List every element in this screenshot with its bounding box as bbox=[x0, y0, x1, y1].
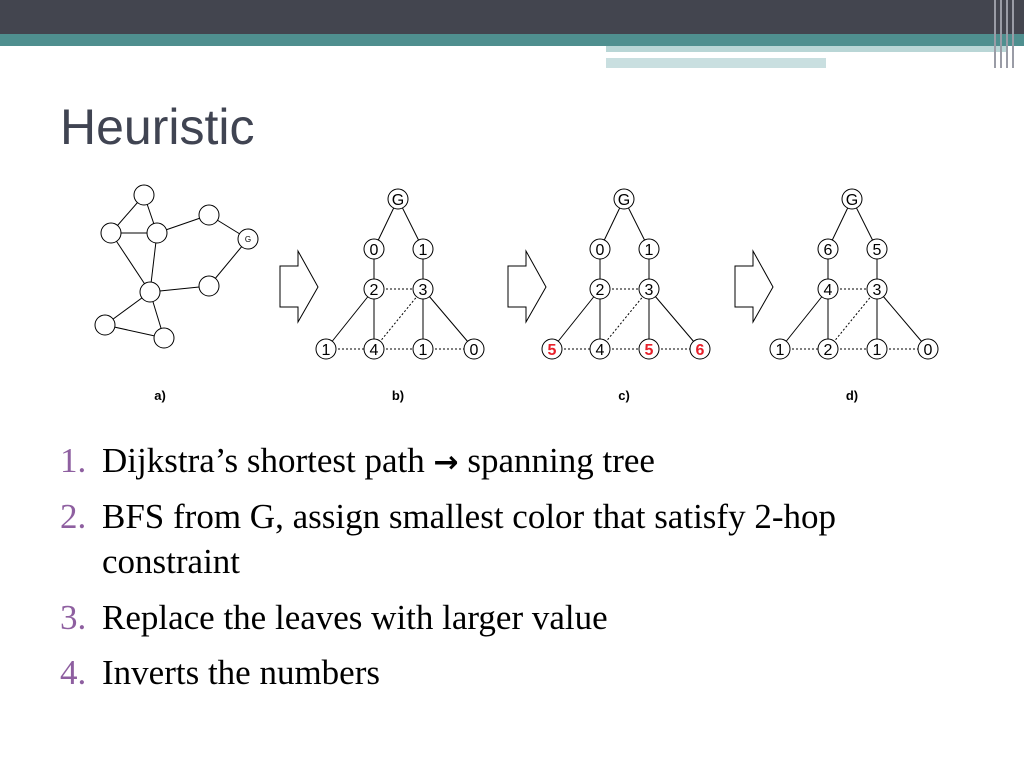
step-number: 3. bbox=[60, 597, 87, 637]
panel-label: d) bbox=[845, 388, 859, 403]
graph-g-label: G bbox=[244, 235, 252, 244]
tree-node-label: 3 bbox=[872, 282, 882, 299]
tree-leaf-label: 1 bbox=[872, 342, 882, 359]
edge-strip bbox=[1006, 0, 1008, 68]
step-number: 1. bbox=[60, 441, 87, 480]
tree-leaf-label: 2 bbox=[823, 342, 833, 359]
graph-node bbox=[199, 205, 219, 225]
tree-edge bbox=[326, 289, 374, 349]
tree-leaf-label: 4 bbox=[595, 342, 605, 359]
top-bar bbox=[0, 0, 1024, 34]
step-item bbox=[60, 595, 960, 641]
tree-panel bbox=[316, 189, 484, 403]
tree-leaf-label: 0 bbox=[469, 342, 479, 359]
step-text-after: spanning tree bbox=[458, 441, 655, 480]
edge-strip bbox=[1000, 0, 1002, 68]
tree-node-label: 2 bbox=[595, 282, 605, 299]
step-number: 2. bbox=[60, 496, 87, 536]
step-text: Replace the leaves with larger value bbox=[102, 597, 608, 637]
tree-edge bbox=[877, 289, 928, 349]
tree-node-label: 5 bbox=[872, 242, 882, 259]
graph-node bbox=[154, 328, 174, 348]
graph-nodes bbox=[95, 185, 258, 348]
light-band-lower bbox=[606, 58, 826, 68]
step-item bbox=[60, 650, 960, 696]
tree-root-label: G bbox=[845, 192, 859, 209]
trees-container bbox=[316, 189, 938, 403]
tree-node-label: 4 bbox=[823, 282, 833, 299]
edge-strip bbox=[994, 0, 996, 68]
tree-leaf-label: 4 bbox=[369, 342, 379, 359]
tree-leaf-label: 1 bbox=[775, 342, 785, 359]
tree-leaf-label: 5 bbox=[547, 342, 557, 359]
graph-node bbox=[199, 276, 219, 296]
right-block-arrow-icon bbox=[280, 251, 318, 322]
tree-edge bbox=[649, 289, 700, 349]
graph-node bbox=[101, 223, 121, 243]
right-block-arrow-icon bbox=[508, 251, 546, 322]
panel-a-graph bbox=[95, 185, 258, 348]
graph-edges bbox=[105, 195, 248, 338]
tree-dotted-edge bbox=[600, 289, 649, 349]
slide-title: Heuristic bbox=[60, 99, 255, 155]
step-text bbox=[102, 438, 655, 484]
tree-dotted-edge bbox=[828, 289, 877, 349]
tree-node-label: 0 bbox=[369, 242, 379, 259]
graph-node bbox=[95, 315, 115, 335]
tree-leaf-label: 6 bbox=[695, 342, 705, 359]
step-text: Inverts the numbers bbox=[102, 653, 380, 692]
steps-list bbox=[60, 438, 960, 706]
tree-node-label: 6 bbox=[823, 242, 833, 259]
step-item bbox=[60, 438, 960, 484]
panel-label: b) bbox=[391, 388, 405, 403]
tree-panel bbox=[542, 189, 710, 403]
right-arrow-icon: → bbox=[433, 445, 459, 480]
graph-edge bbox=[111, 233, 150, 292]
tree-root-label: G bbox=[391, 192, 405, 209]
tree-node-label: 1 bbox=[644, 242, 654, 259]
panel-label: c) bbox=[618, 388, 630, 403]
white-line bbox=[606, 54, 948, 56]
tree-dotted-edge bbox=[374, 289, 423, 349]
tree-node-label: 3 bbox=[418, 282, 428, 299]
panel-label-a: a) bbox=[154, 388, 166, 403]
light-band bbox=[606, 46, 1006, 52]
tree-edge bbox=[780, 289, 828, 349]
tree-node-label: 1 bbox=[418, 242, 428, 259]
tree-leaf-label: 0 bbox=[923, 342, 933, 359]
tree-leaf-label: 1 bbox=[418, 342, 428, 359]
graph-node bbox=[140, 282, 160, 302]
tree-leaf-label: 5 bbox=[644, 342, 654, 359]
tree-edge bbox=[423, 289, 474, 349]
step-text-before: Dijkstra’s shortest path bbox=[102, 441, 434, 480]
step-number: 4. bbox=[60, 653, 87, 692]
step-text: BFS from G, assign smallest color that satisfy 2-hop constraint bbox=[102, 496, 836, 581]
tree-edge bbox=[552, 289, 600, 349]
tree-node-label: 0 bbox=[595, 242, 605, 259]
step-item bbox=[60, 494, 960, 585]
edge-strip bbox=[1012, 0, 1014, 68]
teal-band bbox=[0, 34, 1024, 46]
right-block-arrow-icon bbox=[735, 251, 773, 322]
tree-panel bbox=[770, 189, 938, 403]
graph-node bbox=[147, 223, 167, 243]
tree-node-label: 2 bbox=[369, 282, 379, 299]
tree-root-label: G bbox=[617, 192, 631, 209]
tree-leaf-label: 1 bbox=[321, 342, 331, 359]
graph-node bbox=[134, 185, 154, 205]
tree-node-label: 3 bbox=[644, 282, 654, 299]
heuristic-figure bbox=[80, 176, 960, 416]
